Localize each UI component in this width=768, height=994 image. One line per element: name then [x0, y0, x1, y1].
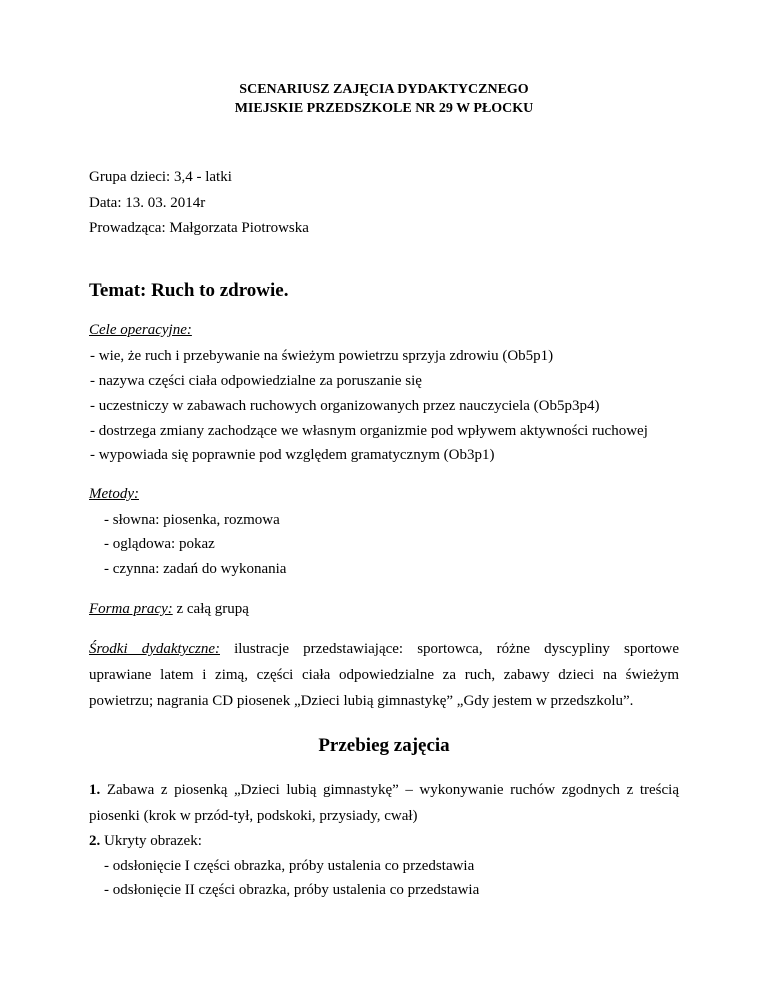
goal-item: - dostrzega zmiany zachodzące we własnym organizmie pod wpływem aktywności ruchowej — [90, 423, 648, 439]
header-title: SCENARIUSZ ZAJĘCIA DYDAKTYCZNEGO — [239, 82, 529, 97]
work-form-value: z całą grupą — [172, 601, 249, 617]
means-text: ilustracje przedstawiające: sportowca, różne dyscypliny sportowe — [220, 641, 679, 657]
document-header — [0, 80, 768, 118]
means-line: powietrzu; nagrania CD piosenek „Dzieci lubią gimnastykę” „Gdy jestem w przedszkolu”. — [89, 693, 634, 709]
step-text: Ukryty obrazek: — [100, 833, 202, 849]
goal-item: - wypowiada się poprawnie pod względem gramatycznym (Ob3p1) — [90, 447, 495, 463]
means-label: Środki dydaktyczne: — [89, 641, 220, 657]
work-form — [89, 600, 249, 618]
topic-title: Temat: Ruch to zdrowie. — [89, 280, 289, 301]
step-number: 2. — [89, 833, 101, 849]
step-text: Zabawa z piosenką „Dzieci lubią gimnastykę” – wykonywanie ruchów zgodnych z treścią — [100, 782, 679, 798]
step-number: 1. — [89, 782, 101, 798]
method-item: - oglądowa: pokaz — [104, 536, 215, 552]
step-2 — [89, 832, 202, 850]
step-2-item: - odsłonięcie II części obrazka, próby ustalenia co przedstawia — [104, 882, 480, 898]
step-1 — [89, 781, 679, 799]
means-line: uprawiane latem i zimą, części ciała odpowiedzialne za ruch, zabawy dzieci na świeżym — [89, 667, 679, 683]
goal-item: - uczestniczy w zabawach ruchowych organizowanych przez nauczyciela (Ob5p3p4) — [90, 398, 600, 414]
teacher-info: Prowadząca: Małgorzata Piotrowska — [89, 220, 309, 236]
group-info: Grupa dzieci: 3,4 - latki — [89, 169, 232, 185]
header-subtitle: MIEJSKIE PRZEDSZKOLE NR 29 W PŁOCKU — [234, 101, 534, 116]
work-form-label: Forma pracy: — [89, 601, 173, 617]
means-line — [89, 640, 679, 658]
method-item: - słowna: piosenka, rozmowa — [104, 512, 280, 528]
goal-item: - nazywa części ciała odpowiedzialne za poruszanie się — [90, 373, 422, 389]
step-2-item: - odsłonięcie I części obrazka, próby ustalenia co przedstawia — [104, 858, 475, 874]
goals-heading: Cele operacyjne: — [89, 322, 192, 338]
step-1-continued: piosenki (krok w przód-tył, podskoki, przysiady, cwał) — [89, 808, 418, 824]
section-title: Przebieg zajęcia — [318, 735, 450, 756]
method-item: - czynna: zadań do wykonania — [104, 561, 287, 577]
date-info: Data: 13. 03. 2014r — [89, 195, 206, 211]
methods-heading: Metody: — [89, 486, 139, 502]
goal-item: - wie, że ruch i przebywanie na świeżym powietrzu sprzyja zdrowiu (Ob5p1) — [90, 348, 554, 364]
